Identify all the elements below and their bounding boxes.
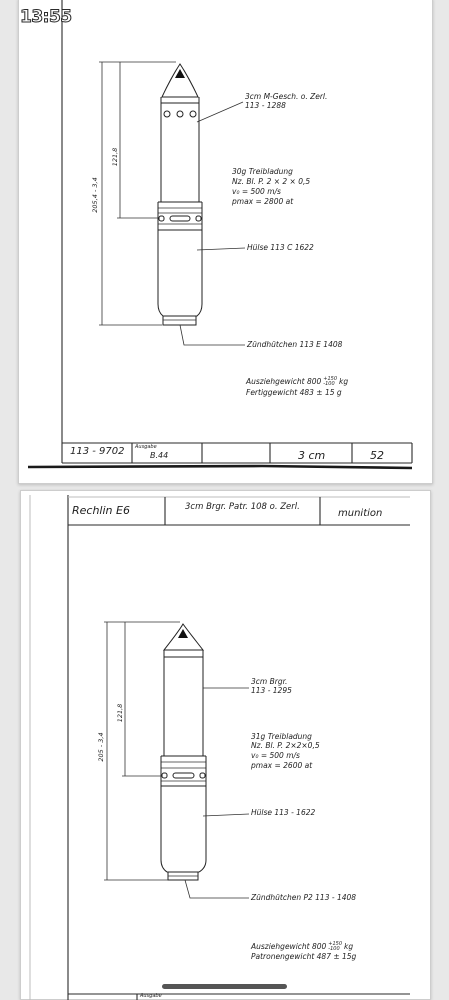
top-case-base-rim [163, 316, 196, 325]
bottom-pull-weight-upper: +150 [328, 941, 343, 947]
top-charge-pressure: pmax = 2800 at [232, 197, 294, 206]
bottom-charge-velocity: v₀ = 500 m/s [251, 751, 300, 760]
top-charge-title: 30g Treibladung [232, 167, 293, 176]
bottom-pull-weight-unit: kg [344, 942, 354, 952]
top-projectile-leader [197, 102, 243, 122]
bottom-projectile-number: 113 - 1295 [251, 686, 292, 695]
bottom-cartridge-drawing [161, 624, 206, 880]
bottom-band-slot-left [162, 773, 167, 778]
bottom-band-slot-right [200, 773, 205, 778]
top-scan-edge-line [28, 466, 412, 468]
bottom-charge-pressure: pmax = 2600 at [251, 761, 313, 770]
top-band-slot [170, 216, 190, 221]
bottom-pull-weight-lower: -100 [328, 946, 340, 952]
top-dimension-lines [99, 62, 176, 325]
top-pull-weight [246, 377, 348, 387]
top-pull-weight-tolerance [323, 377, 337, 387]
top-charge-velocity: v₀ = 500 m/s [232, 187, 281, 196]
top-dim-total-label: 205,4 - 3,4 [90, 177, 99, 213]
top-drawing-number: 113 - 9702 [70, 446, 125, 457]
bottom-primer-label: Zündhütchen P2 113 - 1408 [251, 893, 357, 902]
bottom-charge-title: 31g Treibladung [251, 732, 312, 741]
bottom-case-leader [203, 814, 249, 816]
bottom-dim-upper-label: 121,8 [115, 703, 124, 723]
top-case-leader [197, 248, 245, 250]
top-projectile-label: 3cm M-Gesch. o. Zerl. [245, 92, 328, 101]
top-edition: B.44 [150, 451, 169, 460]
bottom-primer-leader [185, 880, 249, 898]
top-page-frame [28, 0, 412, 468]
top-band-slot-left [159, 216, 164, 221]
bottom-weight-label: Patronengewicht 487 ± 15g [251, 952, 357, 961]
bottom-header-location: Rechlin E6 [72, 504, 130, 517]
bottom-dim-total-label: 205 - 3,4 [96, 732, 105, 762]
bottom-case-label: Hülse 113 - 1622 [251, 808, 316, 817]
top-page-number: 52 [370, 449, 384, 462]
top-cartridge-case [158, 202, 202, 316]
top-projectile-number: 113 - 1288 [245, 101, 286, 110]
top-band-slot-right [196, 216, 201, 221]
bottom-edition-label: Ausgabe [140, 993, 162, 999]
top-dim-upper-label: 121,8 [110, 147, 119, 167]
top-projectile-hole-3 [190, 111, 196, 117]
status-bar-time: 13:55 [20, 7, 72, 27]
bottom-pull-weight-tolerance [328, 942, 342, 952]
top-projectile-hole-1 [164, 111, 170, 117]
bottom-leader-lines [185, 688, 249, 898]
top-primer-leader [180, 325, 245, 345]
top-pull-weight-label: Ausziehgewicht 800 [246, 377, 322, 387]
bottom-pull-weight-label: Ausziehgewicht 800 [251, 942, 327, 952]
bottom-nose-tip [178, 629, 188, 638]
top-projectile-hole-2 [177, 111, 183, 117]
bottom-dimension-lines [104, 622, 180, 880]
top-edition-label: Ausgabe [135, 444, 157, 450]
bottom-page-frame [30, 495, 410, 1000]
bottom-pull-weight [251, 942, 353, 952]
top-leader-lines [180, 102, 245, 345]
top-pull-weight-unit: kg [339, 377, 349, 387]
bottom-charge-powder: Nz. Bl. P. 2×2×0,5 [251, 741, 320, 750]
top-case-label: Hülse 113 C 1622 [247, 243, 314, 252]
top-pull-weight-upper: +150 [323, 376, 338, 382]
top-charge-powder: Nz. Bl. P. 2 × 2 × 0,5 [232, 177, 311, 186]
top-cartridge-drawing [158, 64, 202, 325]
bottom-band-slot [173, 773, 194, 778]
bottom-header-title: 3cm Brgr. Patr. 108 o. Zerl. [185, 502, 300, 512]
top-caliber: 3 cm [298, 449, 326, 462]
top-weight-label: Fertiggewicht 483 ± 15 g [246, 388, 342, 397]
home-indicator[interactable] [162, 984, 287, 989]
bottom-projectile-label: 3cm Brgr. [251, 677, 288, 686]
top-pull-weight-lower: -100 [323, 381, 335, 387]
top-projectile-nose [162, 64, 198, 97]
top-primer-label: Zündhütchen 113 E 1408 [247, 340, 343, 349]
bottom-header-category: munition [338, 508, 383, 519]
